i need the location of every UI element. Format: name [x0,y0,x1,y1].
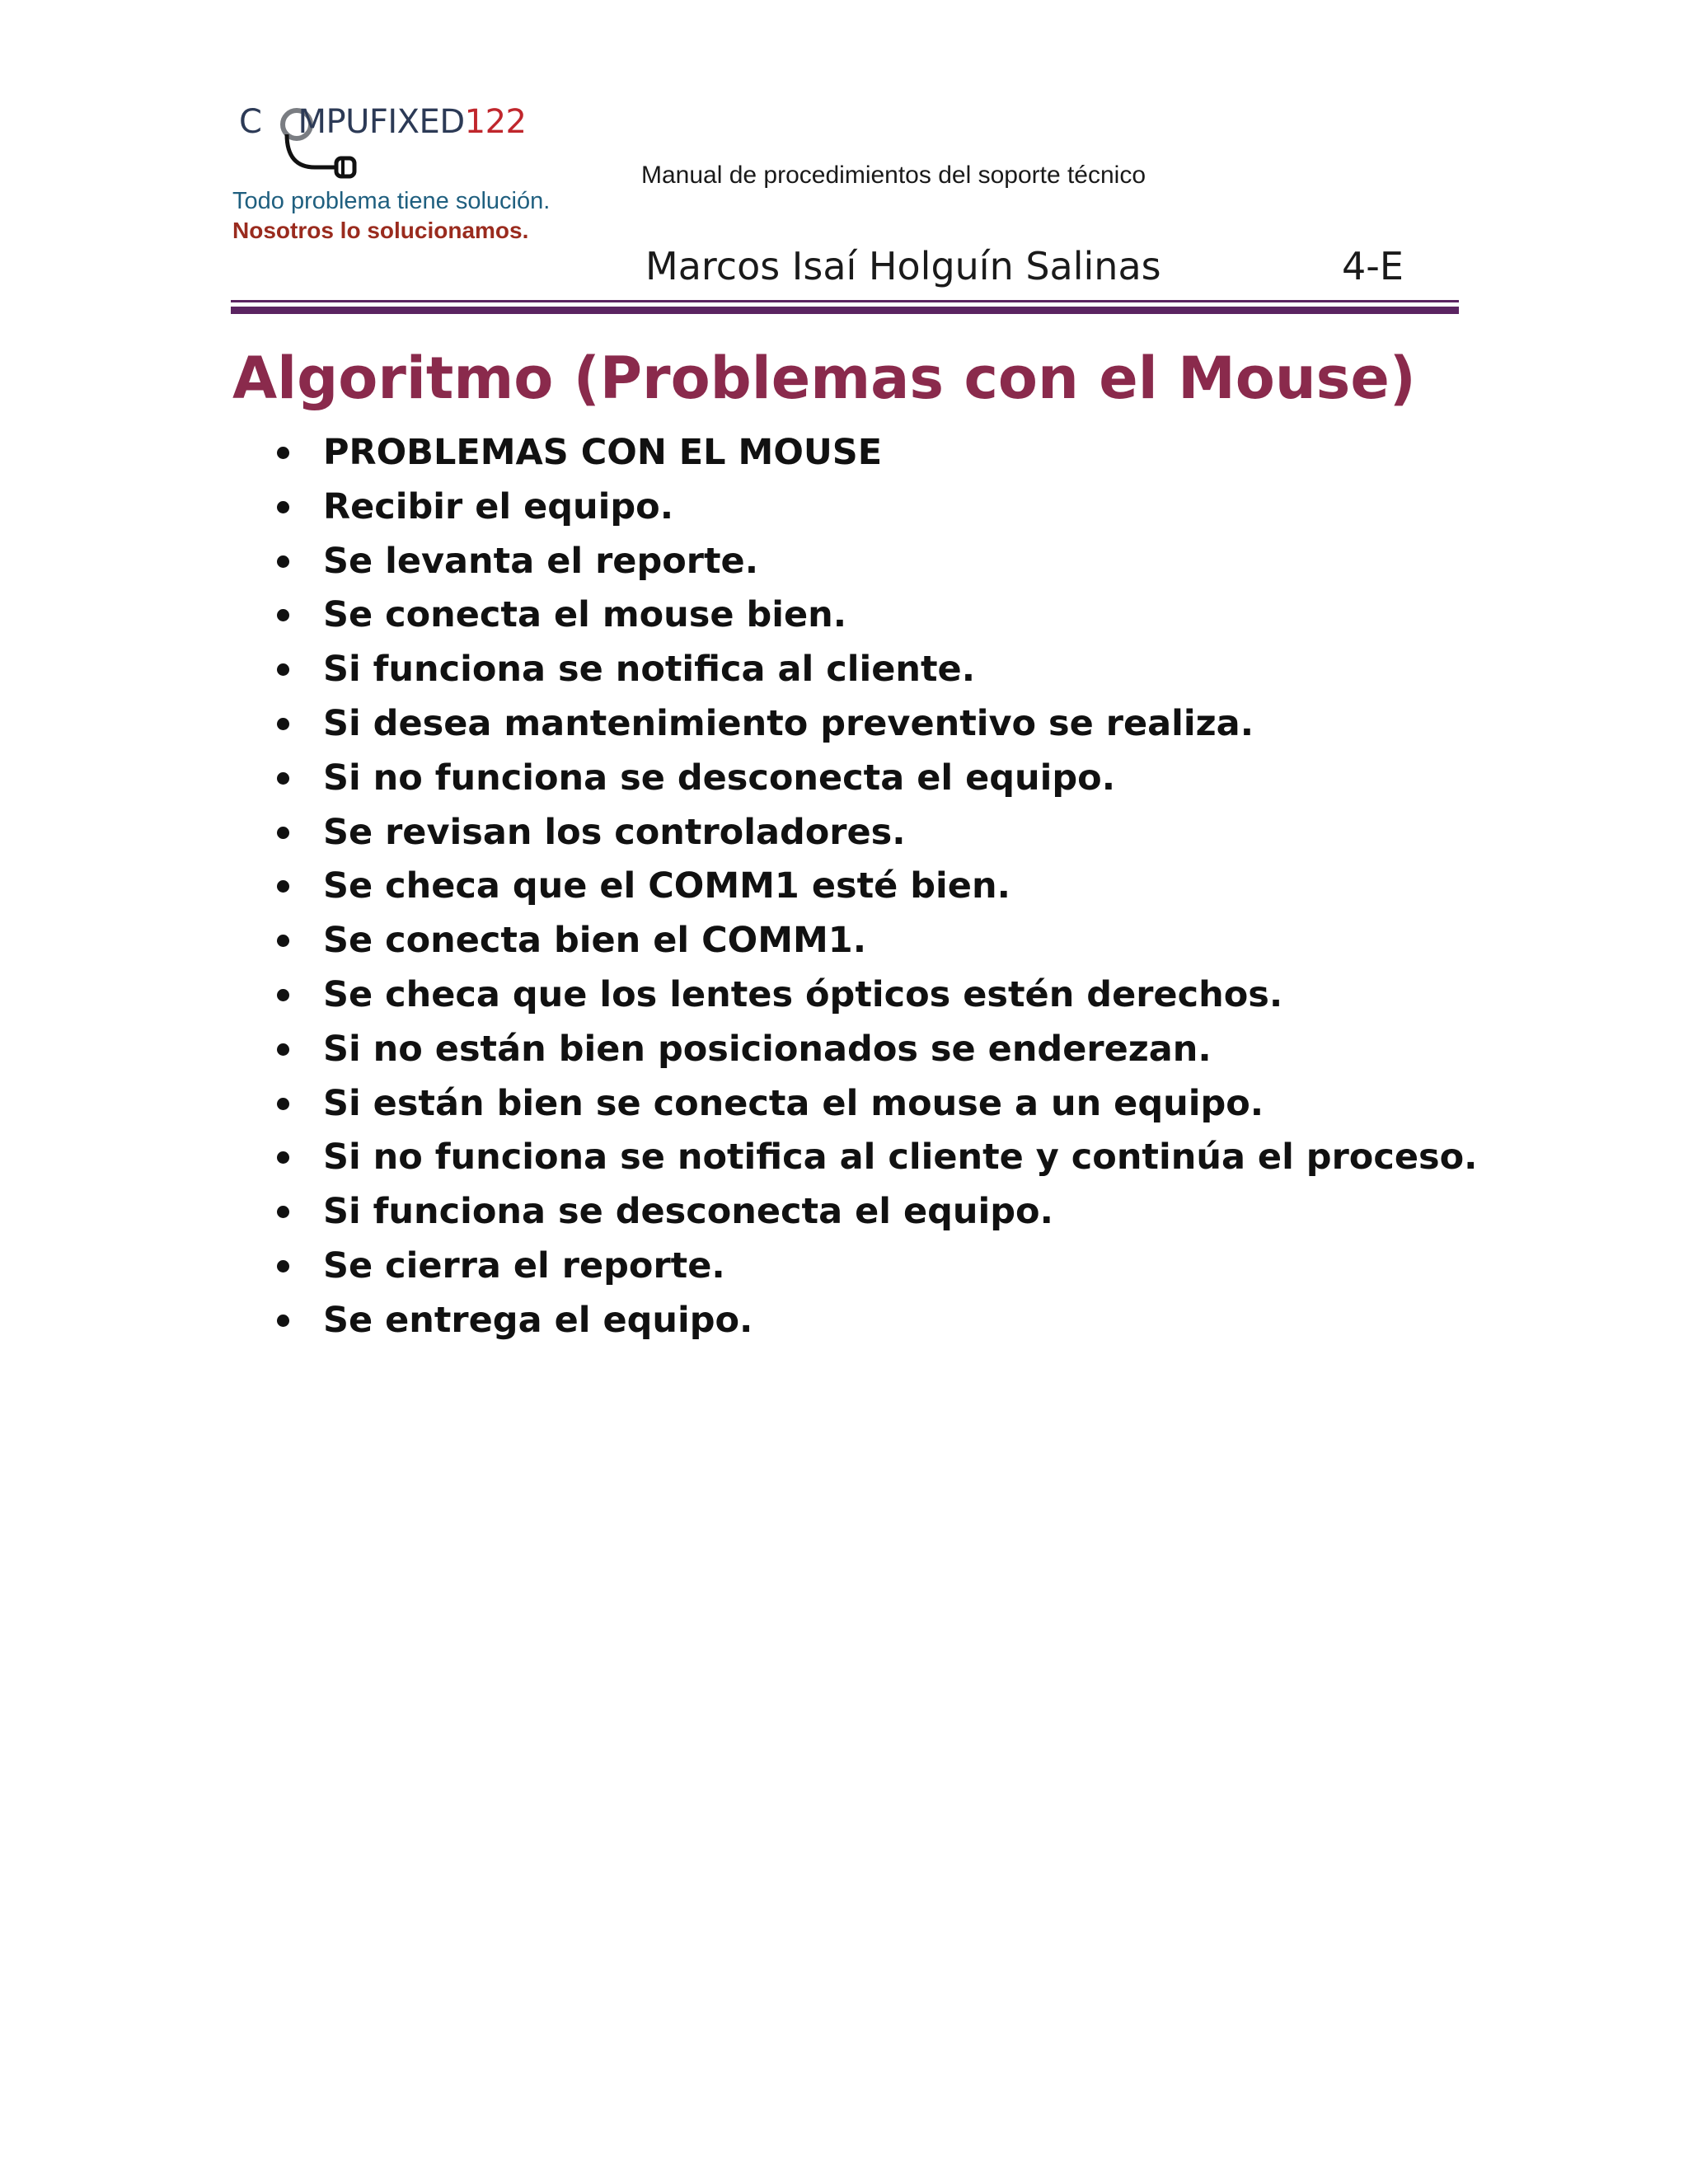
list-item [272,696,1477,751]
bullet-icon [277,718,289,730]
bullet-icon [277,827,289,839]
bullet-icon [277,772,289,785]
list-item [272,1184,1477,1239]
list-item-text: PROBLEMAS CON EL MOUSE [323,432,883,473]
bullet-icon [277,555,289,568]
list-item-text: Recibir el equipo. [323,485,674,527]
author-name: Marcos Isaí Holguín Salinas [645,244,1161,288]
list-item-text: Si están bien se conecta el mouse a un equipo. [323,1082,1264,1124]
company-logo [239,95,536,185]
logo-letter-c: C [239,103,262,141]
list-item [272,1293,1477,1347]
bullet-icon [277,609,289,621]
bullet-icon [277,1260,289,1272]
list-item-text: Si no funciona se desconecta el equipo. [323,757,1116,799]
bullet-icon [277,935,289,947]
list-item [272,642,1477,696]
bullet-icon [277,880,289,893]
bullet-icon [277,1098,289,1110]
header-divider-thick [231,307,1459,314]
list-item-text: Se conecta el mouse bien. [323,594,847,636]
list-item-text: Se levanta el reporte. [323,540,759,582]
header-divider-thin [231,300,1459,302]
list-item [272,1130,1477,1184]
bullet-icon [277,1206,289,1218]
manual-title: Manual de procedimientos del soporte técnico [641,162,1146,189]
bullet-icon [277,663,289,676]
list-item-text: Se revisan los controladores. [323,811,906,853]
bullet-icon [277,989,289,1001]
tagline-line2: Nosotros lo solucionamos. [232,218,529,243]
list-item-text: Si no funciona se notifica al cliente y continúa el proceso. [323,1137,1478,1179]
list-item [272,805,1477,860]
list-item-text: Se entrega el equipo. [323,1299,753,1341]
list-item [272,1239,1477,1293]
list-item-text: Si desea mantenimiento preventivo se realiza. [323,702,1254,744]
logo-number: 122 [464,103,527,141]
logo-letters: MPUFIXED [298,103,465,141]
list-item [272,968,1477,1022]
list-item-text: Si no están bien posicionados se enderezan. [323,1028,1212,1070]
list-item [272,588,1477,642]
list-item-text: Se cierra el reporte. [323,1244,725,1286]
list-item [272,751,1477,805]
bullet-icon [277,1315,289,1327]
list-item [272,425,1477,480]
algorithm-steps-list [272,425,1477,1347]
list-item-text: Se checa que los lentes ópticos estén derechos. [323,973,1283,1015]
bullet-icon [277,447,289,459]
bullet-icon [277,501,289,513]
bullet-icon [277,1151,289,1164]
logo-wordmark [239,103,527,141]
list-item [272,480,1477,534]
list-item-text: Si funciona se notifica al cliente. [323,649,976,691]
tagline-line1: Todo problema tiene solución. [232,188,551,214]
list-item [272,913,1477,968]
list-item-text: Se checa que el COMM1 esté bien. [323,865,1010,907]
list-item [272,1076,1477,1131]
list-item [272,859,1477,913]
group-label: 4-E [1342,244,1404,288]
list-item [272,1022,1477,1076]
list-item-text: Se conecta bien el COMM1. [323,920,867,962]
page-title: Algoritmo (Problemas con el Mouse) [232,344,1416,412]
list-item [272,534,1477,588]
list-item-text: Si funciona se desconecta el equipo. [323,1191,1053,1233]
bullet-icon [277,1043,289,1056]
